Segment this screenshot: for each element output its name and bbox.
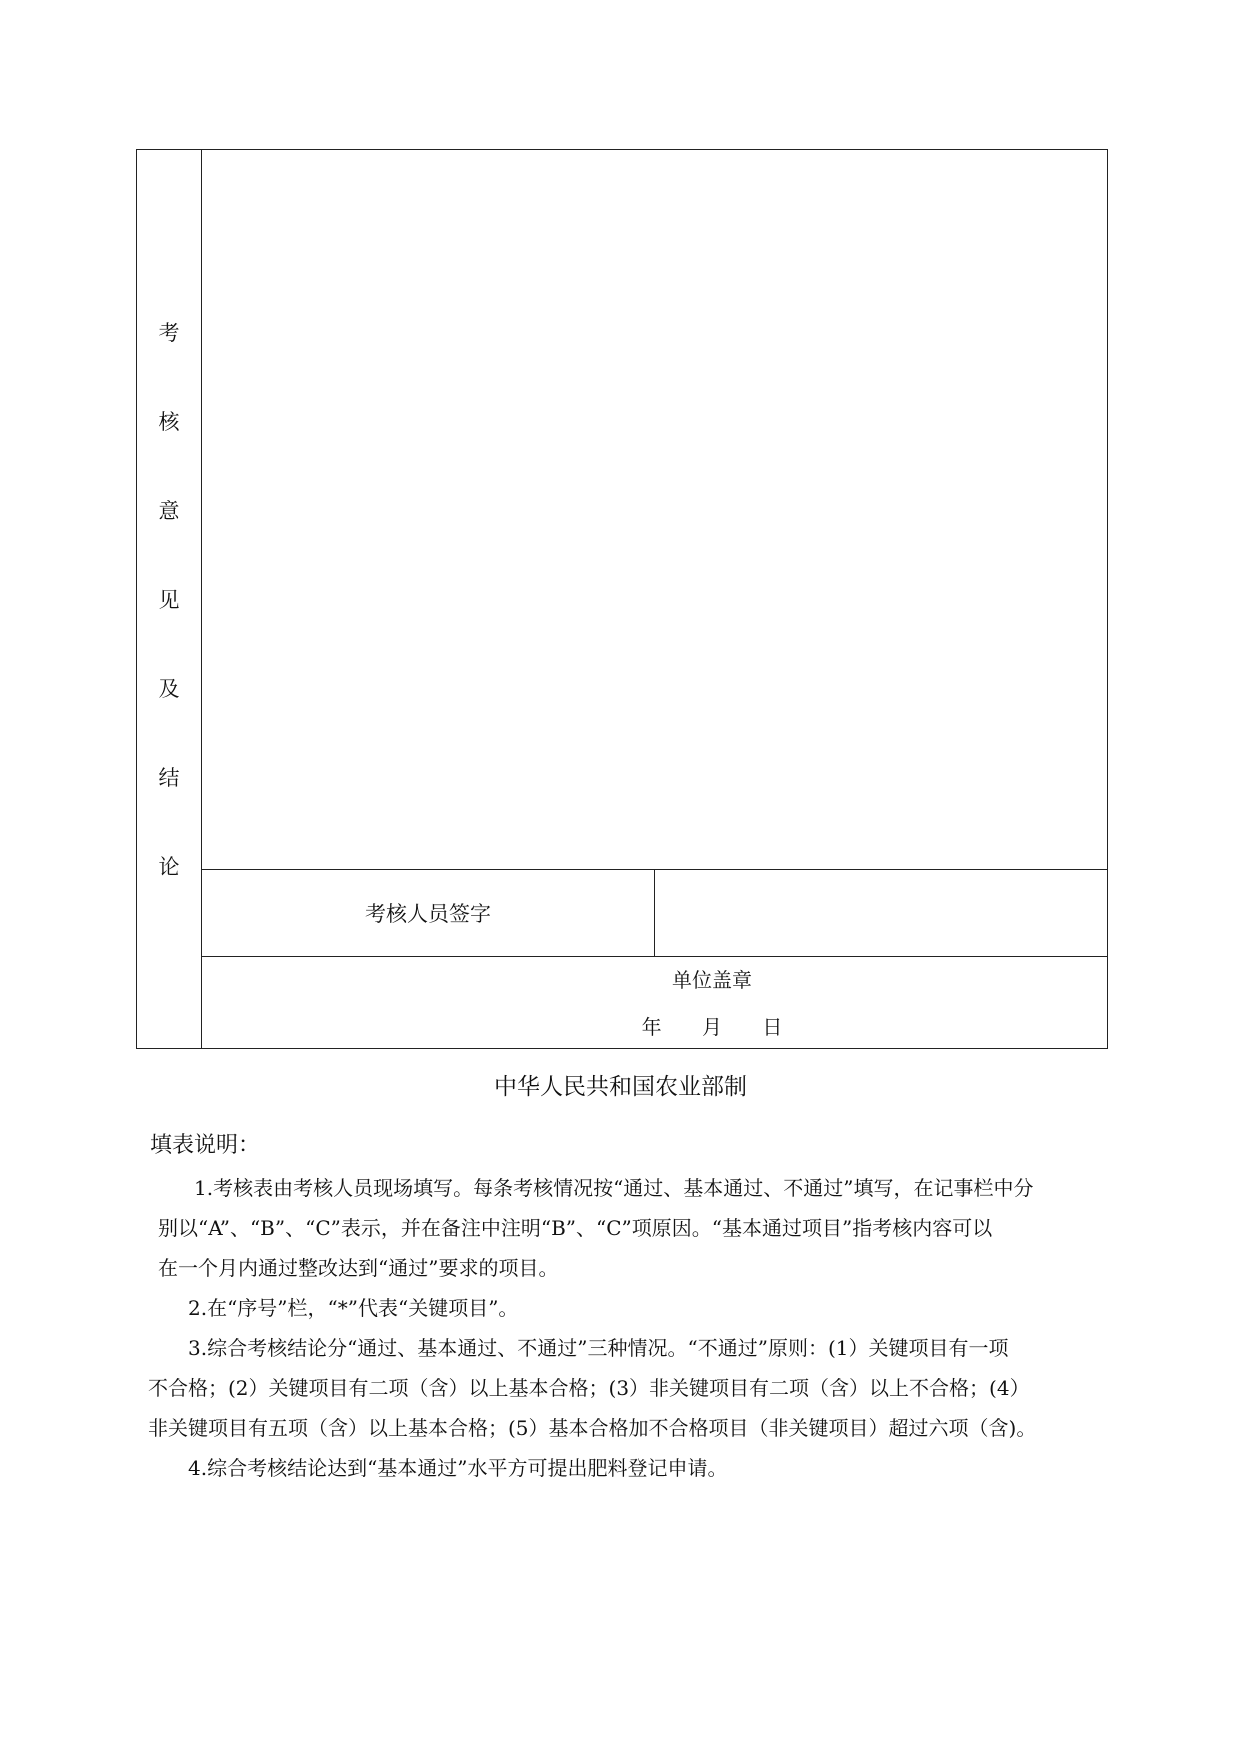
note-item-2: 2.在“序号”栏，“*”代表“关键项目”。 <box>188 1296 519 1320</box>
stamp-area[interactable] <box>202 956 1108 1048</box>
note-item-1-line-3: 在一个月内通过整改达到“通过”要求的项目。 <box>158 1256 559 1280</box>
note-item-4: 4.综合考核结论达到“基本通过”水平方可提出肥料登记申请。 <box>188 1456 728 1480</box>
assessment-conclusion-table <box>136 149 1108 1049</box>
issuer-line: 中华人民共和国农业部制 <box>494 1074 747 1100</box>
date-year-label: 年 <box>641 1015 662 1040</box>
note-item-3-line-2: 不合格；(2）关键项目有二项（含）以上基本合格；(3）非关键项目有二项（含）以上不合格；(4） <box>148 1376 1030 1400</box>
date-month-label: 月 <box>702 1015 722 1040</box>
side-label-char: 意 <box>158 499 180 523</box>
side-label-char: 及 <box>158 677 180 701</box>
date-line <box>317 1011 1107 1040</box>
note-item-3-line-1: 3.综合考核结论分“通过、基本通过、不通过”三种情况。“不通过”原则：(1）关键项目有一项 <box>188 1336 1009 1360</box>
assessment-opinion-label <box>137 150 202 1049</box>
notes-title: 填表说明： <box>150 1133 261 1158</box>
side-label-char: 论 <box>158 855 180 879</box>
filling-instructions <box>148 1168 1128 1488</box>
date-day-label: 日 <box>762 1015 783 1040</box>
signature-label: 考核人员签字 <box>202 869 655 956</box>
stamp-label: 单位盖章 <box>672 968 752 993</box>
side-label-char: 核 <box>158 410 180 434</box>
note-item-3-line-3: 非关键项目有五项（含）以上基本合格；(5）基本合格加不合格项目（非关键项目）超过六项（含)。 <box>148 1416 1037 1440</box>
note-item-1-line-1: 1.考核表由考核人员现场填写。每条考核情况按“通过、基本通过、不通过”填写，在记事栏中分 <box>194 1176 1034 1200</box>
opinion-text-area[interactable] <box>202 150 1108 870</box>
note-item-1-line-2: 别以“A”、“B”、“C”表示，并在备注中注明“B”、“C”项原因。“基本通过项目”指考核内容可以 <box>158 1216 993 1240</box>
side-label-char: 考 <box>158 321 180 345</box>
side-label-char: 见 <box>158 588 180 612</box>
side-label-char: 结 <box>158 766 180 790</box>
signature-field[interactable] <box>655 869 1108 956</box>
